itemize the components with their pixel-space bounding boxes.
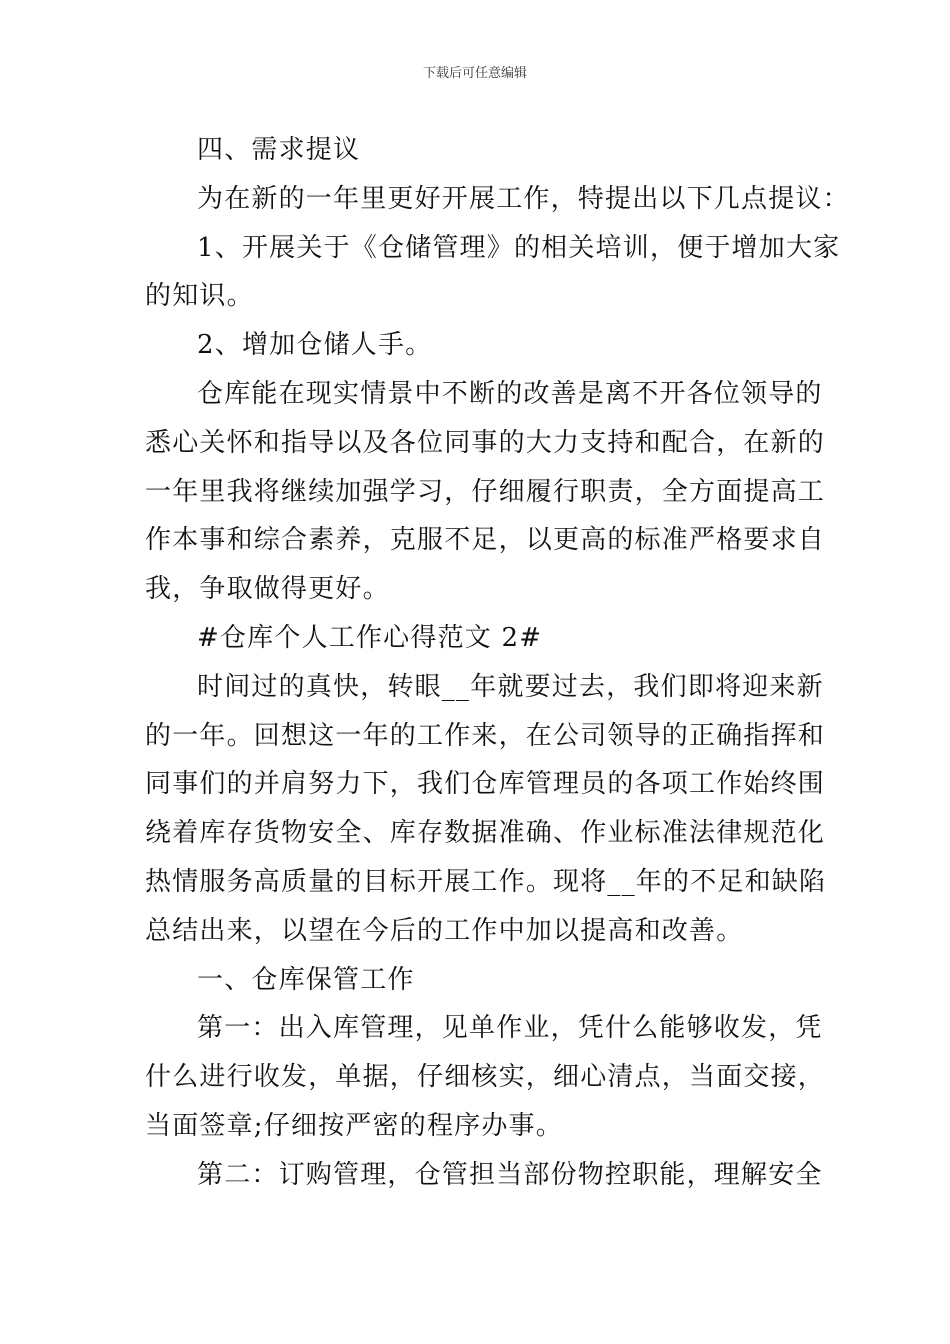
- text-line: 时间过的真快，转眼__年就要过去，我们即将迎来新: [197, 671, 824, 702]
- text-line: 第二：订购管理，仓管担当部份物控职能，理解安全: [197, 1159, 823, 1190]
- document-body: [145, 126, 850, 1200]
- text-line: 作本事和综合素养，克服不足，以更高的标准严格要求自: [145, 525, 826, 556]
- paragraph-item-first: [145, 1004, 826, 1150]
- text-line: 仓库能在现实情景中不断的改善是离不开各位领导的: [197, 378, 823, 409]
- text-line: 绕着库存货物安全、库存数据准确、作业标准法律规范化: [145, 818, 826, 849]
- page-header-note: 下载后可任意编辑: [422, 66, 527, 81]
- paragraph-suggestion-1: [145, 224, 841, 322]
- paragraph-sample-intro: [145, 663, 827, 956]
- text-line: 2、增加仓储人手。: [197, 330, 433, 361]
- text-line: 热情服务高质量的目标开展工作。现将__年的不足和缺陷: [145, 866, 827, 897]
- paragraph-intro: [145, 175, 850, 224]
- text-line: 悉心关怀和指导以及各位同事的大力支持和配合，在新的: [145, 427, 826, 458]
- text-line: #仓库个人工作心得范文 2#: [197, 622, 543, 653]
- paragraph-suggestion-2: [145, 321, 811, 370]
- text-line: 第一：出入库管理，见单作业，凭什么能够收发，凭: [197, 1013, 823, 1044]
- text-line: 当面签章;仔细按严密的程序办事。: [145, 1110, 563, 1141]
- text-line: 一、仓库保管工作: [197, 964, 415, 995]
- paragraph-closing: [145, 370, 826, 614]
- text-line: 什么进行收发，单据，仔细核实，细心清点，当面交接，: [145, 1062, 826, 1093]
- text-line: 的知识。: [145, 281, 254, 312]
- paragraph-item-second: [145, 1151, 823, 1200]
- paragraph-section-heading-1: [145, 956, 811, 1005]
- text-line: 1、开展关于《仓储管理》的相关培训，便于增加大家: [197, 232, 841, 263]
- text-line: 同事们的并肩努力下，我们仓库管理员的各项工作始终围: [145, 769, 826, 800]
- text-line: 总结出来，以望在今后的工作中加以提高和改善。: [145, 915, 744, 946]
- text-line: 一年里我将继续加强学习，仔细履行职责，全方面提高工: [145, 476, 826, 507]
- paragraph-sample-title: [145, 614, 811, 663]
- paragraph-section-heading-4: [145, 126, 811, 175]
- text-line: 四、需求提议: [197, 135, 361, 165]
- text-line: 为在新的一年里更好开展工作，特提出以下几点提议：: [197, 183, 850, 214]
- text-line: 的一年。回想这一年的工作来，在公司领导的正确指挥和: [145, 720, 826, 751]
- text-line: 我，争取做得更好。: [145, 574, 390, 605]
